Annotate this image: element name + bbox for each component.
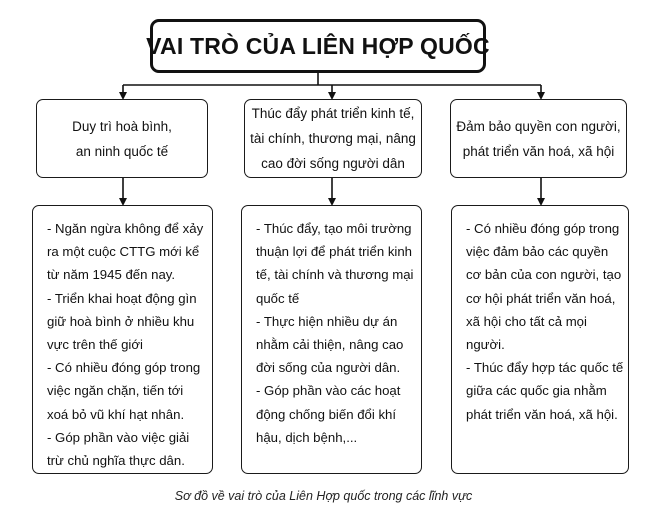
detail-line: - Góp phần vào việc giải [47, 429, 190, 445]
detail-line: động chống biến đổi khí [256, 406, 397, 422]
detail-line: xã hội cho tất cả mọi [466, 313, 587, 329]
title-box [146, 19, 490, 73]
detail-box-human-rights-culture [451, 205, 629, 474]
detail-line: đời sống của người dân. [256, 360, 401, 376]
category-box-peace-security [36, 99, 208, 178]
detail-line: cơ bản của con người, tạo [466, 267, 622, 283]
detail-line: - Thực hiện nhiều dự án [256, 313, 398, 329]
detail-line: người. [466, 337, 505, 353]
figure-caption: Sơ đồ về vai trò của Liên Hợp quốc trong các lĩnh vực [174, 489, 473, 503]
category-box-economic-development [244, 99, 422, 178]
detail-line: phát triển văn hoá, xã hội. [466, 406, 618, 422]
detail-line: trừ chủ nghĩa thực dân. [47, 453, 185, 469]
detail-line: xoá bỏ vũ khí hạt nhân. [47, 406, 185, 422]
detail-line: việc ngăn chặn, tiến tới [47, 383, 184, 399]
detail-box-peace-security [32, 205, 213, 474]
category-heading-line: cao đời sống người dân [261, 156, 405, 171]
detail-line: cơ hội phát triển văn hoá, [466, 290, 616, 306]
detail-line: thuận lợi để phát triển kinh [256, 244, 413, 260]
detail-line: vực trên thế giới [47, 337, 143, 353]
detail-line: - Có nhiều đóng góp trong [47, 360, 201, 376]
detail-line: giữ hoà bình ở nhiều khu [47, 313, 195, 329]
detail-line: - Có nhiều đóng góp trong [466, 221, 620, 236]
category-heading-line: phát triển văn hoá, xã hội [462, 143, 615, 159]
detail-line: việc đảm bảo các quyền [466, 244, 609, 260]
category-heading-line: Đảm bảo quyền con người, [456, 118, 621, 134]
category-heading-line: an ninh quốc tế [75, 143, 169, 159]
category-heading-line: Duy trì hoà bình, [72, 118, 172, 134]
diagram-title: VAI TRÒ CỦA LIÊN HỢP QUỐC [146, 32, 490, 59]
detail-line: giữa các quốc gia nhằm [466, 383, 607, 399]
category-heading-line: Thúc đẩy phát triển kinh tế, [251, 106, 415, 121]
detail-line: ra một cuộc CTTG mới kể [47, 244, 200, 260]
category-box-human-rights-culture [450, 99, 627, 178]
detail-line: - Triển khai hoạt động gìn [47, 290, 197, 306]
detail-line: quốc tế [256, 290, 300, 306]
detail-line: - Góp phần vào các hoạt [256, 383, 401, 399]
detail-line: nhằm cải thiện, nâng cao [256, 337, 404, 353]
detail-line: từ năm 1945 đến nay. [47, 267, 176, 283]
detail-line: - Thúc đẩy, tạo môi trường [256, 221, 412, 236]
detail-line: hậu, dịch bệnh,... [256, 429, 358, 445]
detail-line: - Ngăn ngừa không để xảy [47, 221, 204, 236]
detail-box-economic-development [241, 205, 422, 474]
detail-line: tế, tài chính và thương mại [256, 267, 414, 283]
category-heading-line: tài chính, thương mại, nâng [250, 131, 416, 146]
detail-line: - Thúc đẩy hợp tác quốc tế [466, 360, 624, 376]
